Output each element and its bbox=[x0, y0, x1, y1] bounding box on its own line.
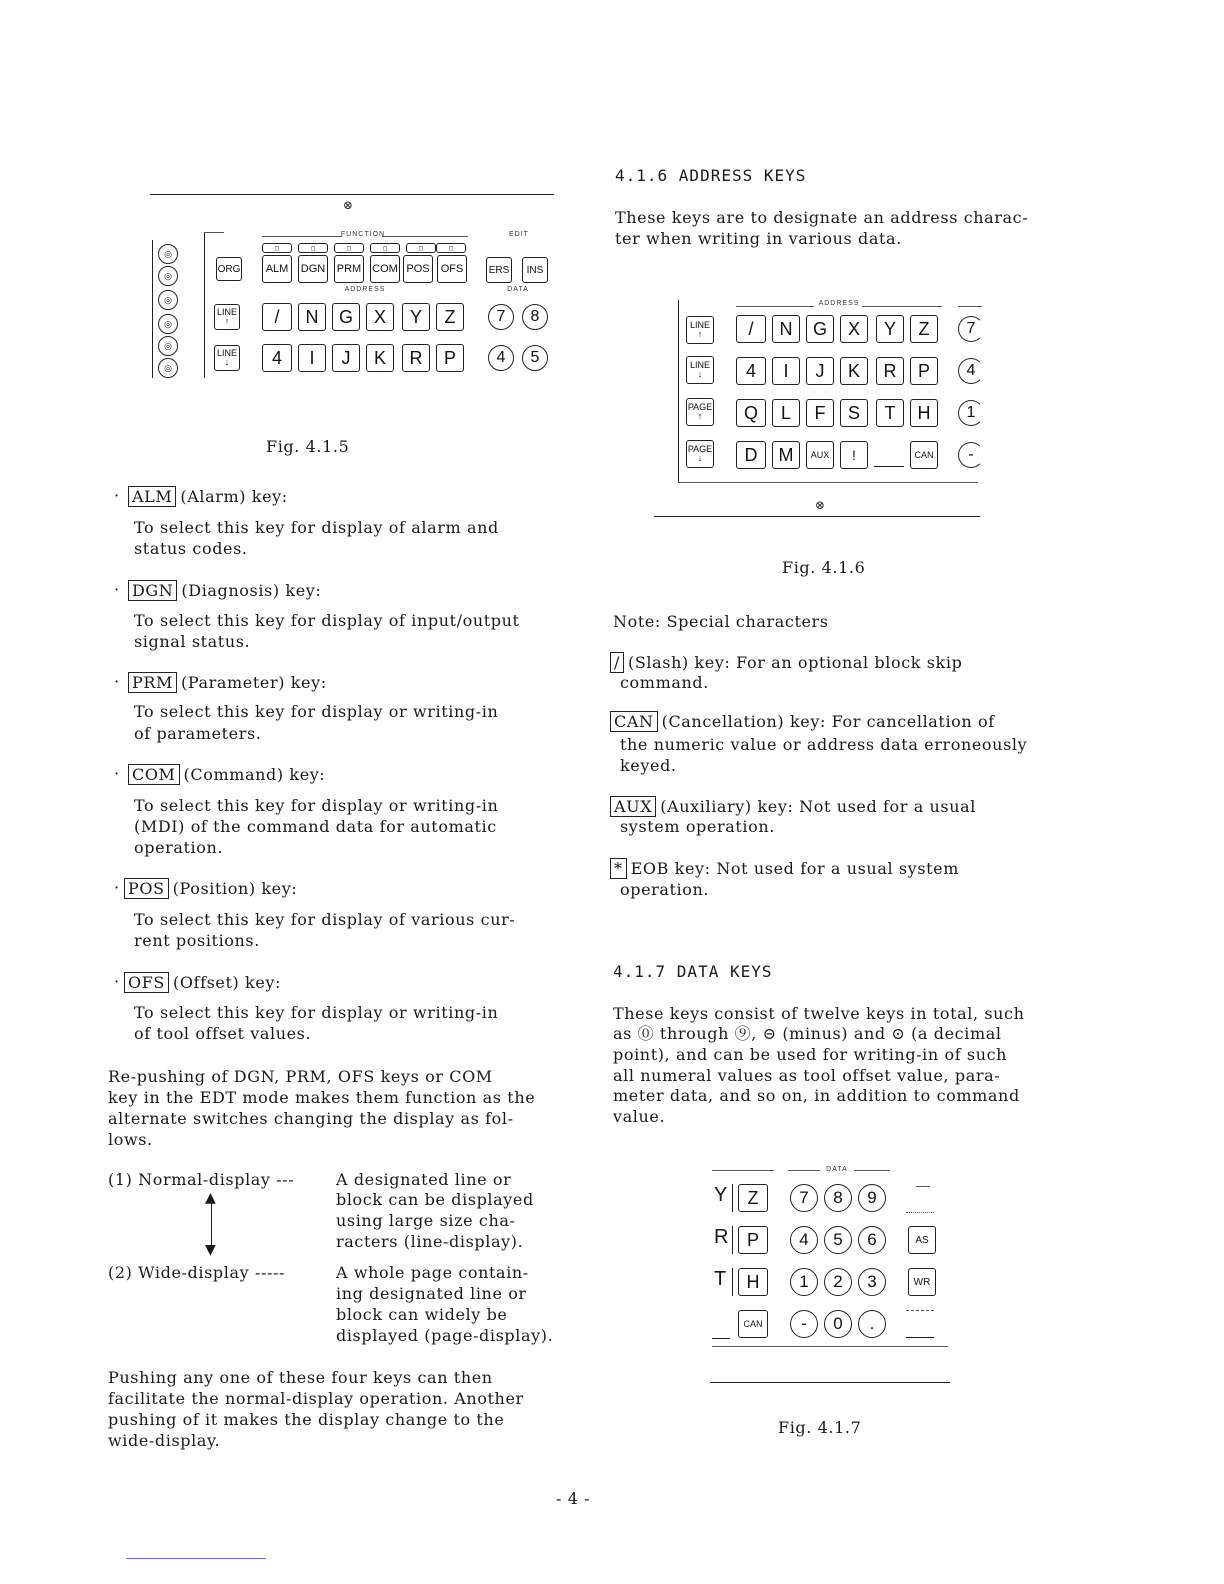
data-5-key[interactable]: 5 bbox=[824, 1226, 852, 1254]
slash-key-label: / bbox=[610, 652, 624, 673]
h-key[interactable]: H bbox=[910, 399, 938, 427]
4-key[interactable]: 4 bbox=[736, 357, 766, 385]
data-3-key[interactable]: 3 bbox=[858, 1268, 886, 1296]
list-item: PRM (Parameter) key: bbox=[128, 672, 327, 693]
page-up-key[interactable]: PAGE ↑ bbox=[686, 398, 714, 426]
round-button: ◎ bbox=[158, 244, 178, 264]
normal-display-label: (1) Normal-display --- bbox=[108, 1170, 295, 1189]
r-key[interactable]: R bbox=[876, 357, 904, 385]
section-4-1-7-heading: 4.1.7 DATA KEYS bbox=[613, 962, 773, 981]
org-key[interactable]: ORG bbox=[216, 257, 242, 281]
note-text: the numeric value or address data erroneously bbox=[620, 735, 1028, 754]
aux-key-label: AUX bbox=[610, 796, 656, 817]
note-item: CAN (Cancellation) key: For cancellation of bbox=[610, 711, 995, 732]
k-key[interactable]: K bbox=[840, 357, 868, 385]
aux-key[interactable]: AUX bbox=[806, 441, 834, 469]
wide-display-desc: A whole page contain- bbox=[336, 1263, 529, 1282]
pos-key[interactable]: POS bbox=[403, 255, 433, 283]
page-down-key[interactable]: PAGE ↓ bbox=[686, 440, 714, 468]
data-label: DATA bbox=[507, 286, 529, 293]
wide-display-desc: ing designated line or bbox=[336, 1284, 527, 1303]
wide-display-desc: block can widely be bbox=[336, 1305, 508, 1324]
data-5-key[interactable]: 5 bbox=[522, 345, 548, 371]
round-button: ◎ bbox=[158, 266, 178, 286]
paragraph-line: Re-pushing of DGN, PRM, OFS keys or COM bbox=[108, 1067, 493, 1086]
data-label: DATA bbox=[826, 1166, 848, 1173]
led: ◻ bbox=[406, 243, 436, 253]
data-7-key[interactable]: 7 bbox=[958, 316, 984, 342]
line-up-key[interactable]: LINE ↑ bbox=[214, 304, 240, 330]
note-item: AUX (Auxiliary) key: Not used for a usual bbox=[610, 796, 976, 817]
round-button: ◎ bbox=[158, 336, 178, 356]
item-description: signal status. bbox=[134, 632, 251, 651]
item-description: operation. bbox=[134, 838, 224, 857]
arrow-down-icon: ▼ bbox=[205, 1242, 216, 1258]
as-key[interactable]: AS bbox=[908, 1226, 936, 1254]
led: ◻ bbox=[334, 243, 364, 253]
t-key-partial[interactable]: T bbox=[714, 1268, 727, 1290]
y-key[interactable]: Y bbox=[876, 315, 904, 343]
address-label: ADDRESS bbox=[344, 286, 386, 293]
note-item: * EOB key: Not used for a usual system bbox=[610, 858, 959, 879]
address-label: ADDRESS bbox=[818, 300, 860, 307]
dgn-key-label: DGN bbox=[128, 580, 177, 601]
data-minus-key[interactable]: - bbox=[790, 1310, 818, 1338]
can-key[interactable]: CAN bbox=[910, 441, 938, 469]
eob-key-label: * bbox=[610, 858, 627, 879]
dgn-key[interactable]: DGN bbox=[298, 255, 328, 283]
wide-display-desc: displayed (page-display). bbox=[336, 1326, 554, 1345]
r-key-partial[interactable]: R bbox=[714, 1226, 729, 1248]
list-item: COM (Command) key: bbox=[128, 764, 325, 785]
can-key[interactable]: CAN bbox=[738, 1310, 768, 1338]
x-key[interactable]: X bbox=[840, 315, 868, 343]
data-4-key[interactable]: 4 bbox=[488, 345, 514, 371]
item-description: To select this key for display or writing-in bbox=[134, 796, 499, 815]
t-key[interactable]: T bbox=[876, 399, 904, 427]
note-text: operation. bbox=[620, 880, 710, 899]
z-key[interactable]: Z bbox=[738, 1184, 768, 1212]
item-description: To select this key for display of input/output bbox=[134, 611, 520, 630]
eob-key[interactable]: ! bbox=[840, 441, 868, 469]
slash-key[interactable]: / bbox=[736, 315, 766, 343]
data-1-key[interactable]: 1 bbox=[790, 1268, 818, 1296]
line-down-key[interactable]: LINE ↓ bbox=[214, 345, 240, 371]
p-key[interactable]: P bbox=[910, 357, 938, 385]
paragraph-line: point), and can be used for writing-in of such bbox=[613, 1045, 1008, 1064]
f-key[interactable]: F bbox=[806, 399, 834, 427]
item-description: (MDI) of the command data for automatic bbox=[134, 817, 497, 836]
paragraph-line: as ⓪ through ⑨, ⊝ (minus) and ⊙ (a decimal bbox=[613, 1024, 1002, 1043]
note-text: keyed. bbox=[620, 756, 677, 775]
data-1-key[interactable]: 1 bbox=[958, 400, 984, 426]
paragraph-line: alternate switches changing the display as fol- bbox=[108, 1109, 514, 1128]
item-description: To select this key for display or writing-in bbox=[134, 1003, 499, 1022]
item-description: of parameters. bbox=[134, 724, 262, 743]
g-key[interactable]: G bbox=[332, 303, 360, 331]
item-description: To select this key for display of various cur- bbox=[134, 910, 516, 929]
q-key[interactable]: Q bbox=[736, 399, 766, 427]
blank-key[interactable] bbox=[906, 1310, 934, 1338]
data-7-key[interactable]: 7 bbox=[790, 1184, 818, 1212]
d-key[interactable]: D bbox=[736, 441, 766, 469]
item-description: To select this key for display of alarm and bbox=[134, 518, 499, 537]
blank-key[interactable] bbox=[876, 441, 904, 469]
r-key[interactable]: R bbox=[402, 344, 430, 372]
item-description: rent positions. bbox=[134, 931, 260, 950]
note-item: / (Slash) key: For an optional block skip bbox=[610, 652, 962, 673]
ofs-key-label: OFS bbox=[124, 972, 169, 993]
wide-display-label: (2) Wide-display ----- bbox=[108, 1263, 285, 1282]
k-key[interactable]: K bbox=[366, 344, 394, 372]
paragraph-line: key in the EDT mode makes them function as the bbox=[108, 1088, 536, 1107]
round-button: ◎ bbox=[158, 290, 178, 310]
m-key[interactable]: M bbox=[772, 441, 800, 469]
screw-icon: ⊗ bbox=[343, 198, 354, 212]
data-0-key[interactable]: 0 bbox=[824, 1310, 852, 1338]
line-up-key[interactable]: LINE ↑ bbox=[686, 316, 714, 344]
paragraph-line: facilitate the normal-display operation. Another bbox=[108, 1389, 524, 1408]
paragraph-line: all numeral values as tool offset value, para- bbox=[613, 1066, 1001, 1085]
alm-key-label: ALM bbox=[128, 486, 176, 507]
paragraph-line: value. bbox=[613, 1107, 666, 1126]
prm-key-label: PRM bbox=[128, 672, 177, 693]
z-key[interactable]: Z bbox=[436, 303, 464, 331]
divider bbox=[126, 1558, 266, 1559]
data-4-key[interactable]: 4 bbox=[958, 358, 984, 384]
n-key[interactable]: N bbox=[772, 315, 800, 343]
g-key[interactable]: G bbox=[806, 315, 834, 343]
data-4-key[interactable]: 4 bbox=[790, 1226, 818, 1254]
ofs-key[interactable]: OFS bbox=[437, 255, 467, 283]
data-minus-key[interactable]: - bbox=[958, 442, 984, 468]
x-key[interactable]: X bbox=[366, 303, 394, 331]
ins-key[interactable]: INS bbox=[522, 257, 548, 283]
data-2-key[interactable]: 2 bbox=[824, 1268, 852, 1296]
item-description: status codes. bbox=[134, 539, 248, 558]
led: ◻ bbox=[262, 243, 292, 253]
z-key[interactable]: Z bbox=[910, 315, 938, 343]
blank-key[interactable] bbox=[712, 1310, 730, 1339]
slash-key[interactable]: / bbox=[262, 303, 292, 331]
fig-4-1-6-caption: Fig. 4.1.6 bbox=[782, 558, 866, 577]
wr-key[interactable]: WR bbox=[908, 1268, 936, 1296]
paragraph-line: meter data, and so on, in addition to command bbox=[613, 1086, 1020, 1105]
n-key[interactable]: N bbox=[298, 303, 326, 331]
paragraph-line: These keys consist of twelve keys in total, such bbox=[613, 1004, 1025, 1023]
com-key-label: COM bbox=[128, 764, 180, 785]
section-body: These keys are to designate an address charac- bbox=[615, 208, 1029, 227]
normal-display-desc: using large size cha- bbox=[336, 1211, 516, 1230]
i-key[interactable]: I bbox=[772, 357, 800, 385]
fig-4-1-5-caption: Fig. 4.1.5 bbox=[266, 437, 350, 456]
alm-key[interactable]: ALM bbox=[262, 255, 292, 283]
led: ◻ bbox=[436, 243, 466, 253]
i-key[interactable]: I bbox=[298, 344, 326, 372]
j-key[interactable]: J bbox=[806, 357, 834, 385]
round-button: ◎ bbox=[158, 358, 178, 378]
fig-4-1-7-caption: Fig. 4.1.7 bbox=[778, 1418, 862, 1437]
normal-display-desc: racters (line-display). bbox=[336, 1232, 524, 1251]
h-key[interactable]: H bbox=[738, 1268, 768, 1296]
y-key-partial[interactable]: Y bbox=[714, 1184, 728, 1206]
pos-key-label: POS bbox=[124, 878, 169, 899]
p-key[interactable]: P bbox=[436, 344, 464, 372]
list-item: OFS (Offset) key: bbox=[124, 972, 281, 993]
data-point-key[interactable]: . bbox=[858, 1310, 886, 1338]
screw-icon: ⊗ bbox=[815, 498, 826, 512]
paragraph-line: Pushing any one of these four keys can then bbox=[108, 1368, 493, 1387]
y-key[interactable]: Y bbox=[402, 303, 430, 331]
section-body: ter when writing in various data. bbox=[615, 229, 902, 248]
data-8-key[interactable]: 8 bbox=[824, 1184, 852, 1212]
paragraph-line: lows. bbox=[108, 1130, 153, 1149]
round-button: ◎ bbox=[158, 314, 178, 334]
blank-key[interactable] bbox=[906, 1184, 934, 1213]
led: ◻ bbox=[370, 243, 400, 253]
normal-display-desc: A designated line or bbox=[336, 1170, 512, 1189]
section-4-1-6-heading: 4.1.6 ADDRESS KEYS bbox=[615, 166, 807, 185]
data-7-key[interactable]: 7 bbox=[488, 304, 514, 330]
list-item: DGN (Diagnosis) key: bbox=[128, 580, 321, 601]
prm-key[interactable]: PRM bbox=[334, 255, 364, 283]
data-9-key[interactable]: 9 bbox=[858, 1184, 886, 1212]
arrow-up-icon: ▲ bbox=[205, 1190, 216, 1206]
l-key[interactable]: L bbox=[772, 399, 800, 427]
j-key[interactable]: J bbox=[332, 344, 360, 372]
function-label: FUNCTION bbox=[340, 231, 386, 238]
page-number: - 4 - bbox=[556, 1489, 591, 1508]
line-down-key[interactable]: LINE ↓ bbox=[686, 356, 714, 384]
s-key[interactable]: S bbox=[840, 399, 868, 427]
normal-display-desc: block can be displayed bbox=[336, 1190, 534, 1209]
led: ◻ bbox=[298, 243, 328, 253]
note-text: command. bbox=[620, 673, 709, 692]
data-6-key[interactable]: 6 bbox=[858, 1226, 886, 1254]
ers-key[interactable]: ERS bbox=[486, 257, 512, 283]
p-key[interactable]: P bbox=[738, 1226, 768, 1254]
can-key-label: CAN bbox=[610, 711, 658, 732]
note-heading: Note: Special characters bbox=[613, 612, 829, 631]
item-description: of tool offset values. bbox=[134, 1024, 312, 1043]
paragraph-line: pushing of it makes the display change to the bbox=[108, 1410, 505, 1429]
list-item: ALM (Alarm) key: bbox=[128, 486, 288, 507]
paragraph-line: wide-display. bbox=[108, 1431, 221, 1450]
note-text: system operation. bbox=[620, 817, 775, 836]
com-key[interactable]: COM bbox=[370, 255, 400, 283]
list-item: POS (Position) key: bbox=[124, 878, 297, 899]
4-key[interactable]: 4 bbox=[262, 344, 292, 372]
item-description: To select this key for display or writing-in bbox=[134, 702, 499, 721]
data-8-key[interactable]: 8 bbox=[522, 304, 548, 330]
edit-label: EDIT bbox=[509, 231, 529, 238]
